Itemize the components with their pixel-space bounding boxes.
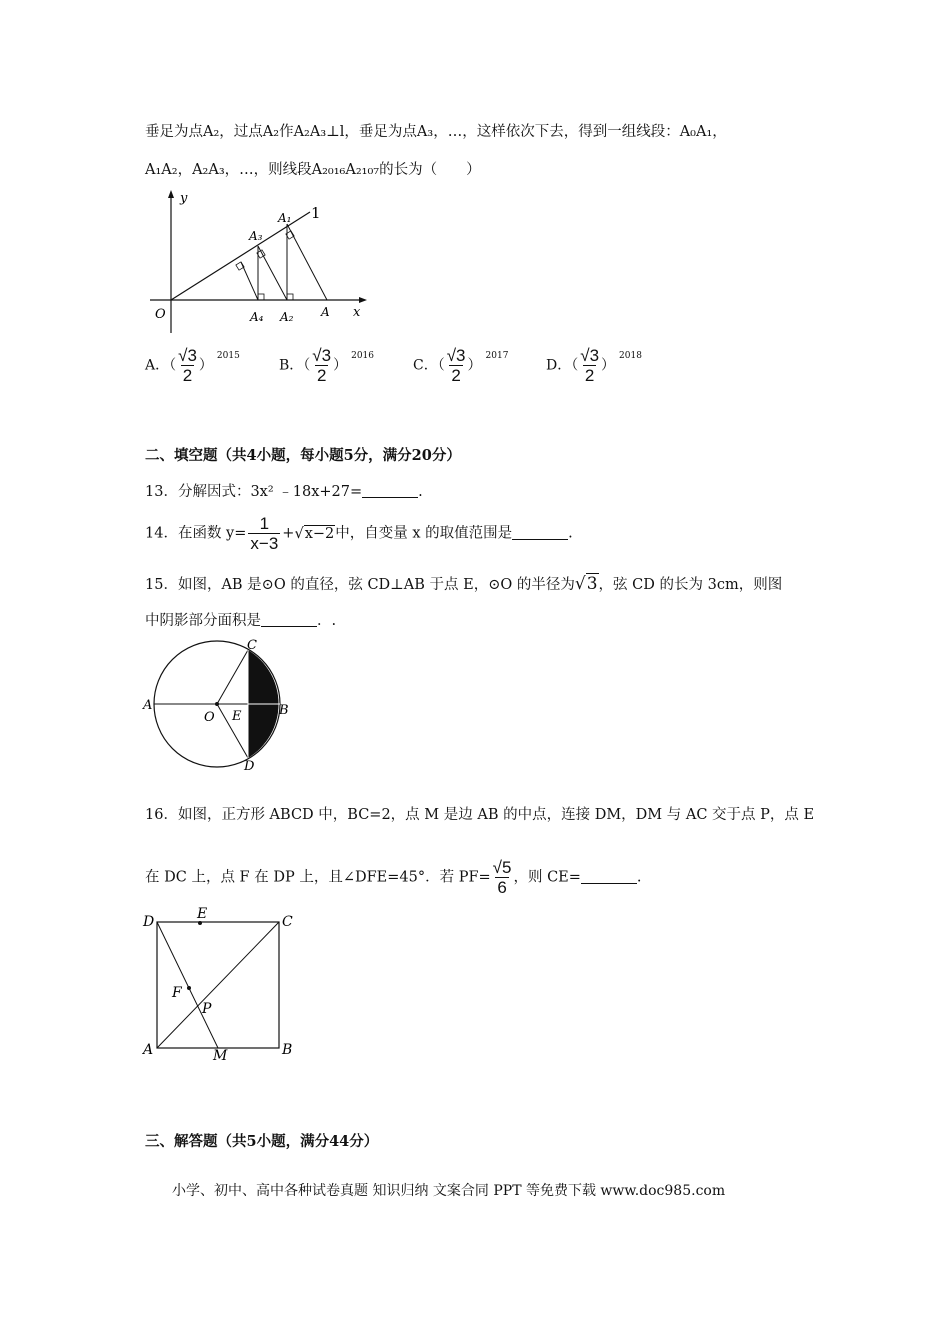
q12-text-line2 — [145, 158, 481, 179]
q12-y-label: y — [180, 191, 188, 206]
q15-label-e: E — [232, 709, 242, 724]
footer-link[interactable]: 小学、初中、高中各种试卷真题 知识归纳 文案合同 PPT 等免费下载 www.doc985.com — [172, 1183, 726, 1199]
q15-line2: 中阴影部分面积是 ．. — [145, 613, 337, 629]
q12-option-b[interactable]: B．（ $\frac{√3}{2}$ ）$^{2016}$ — [279, 346, 374, 385]
q13-text: 13．分解因式：3x² ﹣18x+27= — [145, 484, 363, 500]
q16-label-e: E — [197, 906, 208, 922]
q15-label-c: C — [247, 638, 257, 653]
q16-label-p: P — [202, 1001, 212, 1017]
q12-point-a3: A₃ — [249, 229, 263, 243]
q14-root: √x−2 — [294, 525, 335, 542]
q12-origin-label: O — [155, 307, 166, 322]
q16-line2: 在 DC 上，点 F 在 DP 上，且∠DFE=45°．若 PF= $\frac{√5}{6}$ ，则 CE= . — [145, 858, 642, 897]
q16-label-m: M — [213, 1048, 228, 1064]
q12-text-line1: 垂足为点A₂，过点A₂作A₂A₃⊥l，垂足为点A₃，…，这样依次下去，得到一组线段：A₀A₁， — [145, 124, 727, 140]
q12-option-a[interactable]: A．（ $\frac{√3}{2}$ ）$^{2015}$ — [145, 346, 240, 385]
q15-label-a: A — [143, 698, 153, 713]
q16-figure — [140, 904, 305, 1064]
q13-answer-blank[interactable] — [362, 483, 418, 498]
q15-line1: 15．如图，AB 是⊙O 的直径，弦 CD⊥AB 于点 E，⊙O 的半径为√3，弦 CD 的长为 3cm，则图 — [145, 574, 783, 594]
q12-option-d[interactable]: D．（ $\frac{√3}{2}$ ）$^{2018}$ — [546, 346, 642, 385]
q12-figure — [145, 188, 375, 333]
q16-answer-blank[interactable] — [581, 869, 637, 884]
q15-label-d: D — [244, 759, 255, 774]
q14-answer-blank[interactable] — [512, 525, 568, 540]
q15-label-b: B — [279, 703, 289, 718]
q14: 14．在函数 y= $\frac{1}{x-3}$ +√x−2中，自变量 x 的取值范围是 . — [145, 514, 573, 553]
q12-point-a2: A₂ — [280, 310, 294, 324]
q12-segment: A₂₀₁₆A₂₁₀₇ — [311, 162, 380, 178]
q12-line-label: 1 — [311, 204, 321, 222]
q15-figure — [140, 634, 300, 774]
q15-answer-blank[interactable] — [261, 612, 317, 627]
section3-heading: 三、解答题（共5小题，满分44分） — [145, 1133, 379, 1150]
q16-label-a: A — [143, 1042, 154, 1058]
q12-point-a1: A₁ — [278, 211, 292, 225]
q15-label-o: O — [204, 710, 215, 725]
q13: 13．分解因式：3x² ﹣18x+27= . — [145, 484, 423, 500]
section2-heading: 二、填空题（共4小题，每小题5分，满分20分） — [145, 447, 461, 464]
q16-line1: 16．如图，正方形 ABCD 中，BC=2，点 M 是边 AB 的中点，连接 DM，DM 与 AC 交于点 P，点 E — [145, 807, 815, 823]
q12-line2-a: A₁A₂，A₂A₃，…，则线段 — [145, 162, 312, 178]
q16-label-b: B — [282, 1042, 293, 1058]
q16-label-f: F — [172, 985, 182, 1001]
q12-point-a4: A₄ — [250, 310, 264, 324]
q12-option-c[interactable]: C．（ $\frac{√3}{2}$ ）$^{2017}$ — [413, 346, 509, 385]
q12-point-a: A — [321, 305, 330, 319]
q16-label-c: C — [282, 914, 293, 930]
q12-x-label: x — [353, 305, 361, 320]
q16-label-d: D — [143, 914, 155, 930]
q12-line2-b: 的长为（ ） — [379, 162, 481, 178]
